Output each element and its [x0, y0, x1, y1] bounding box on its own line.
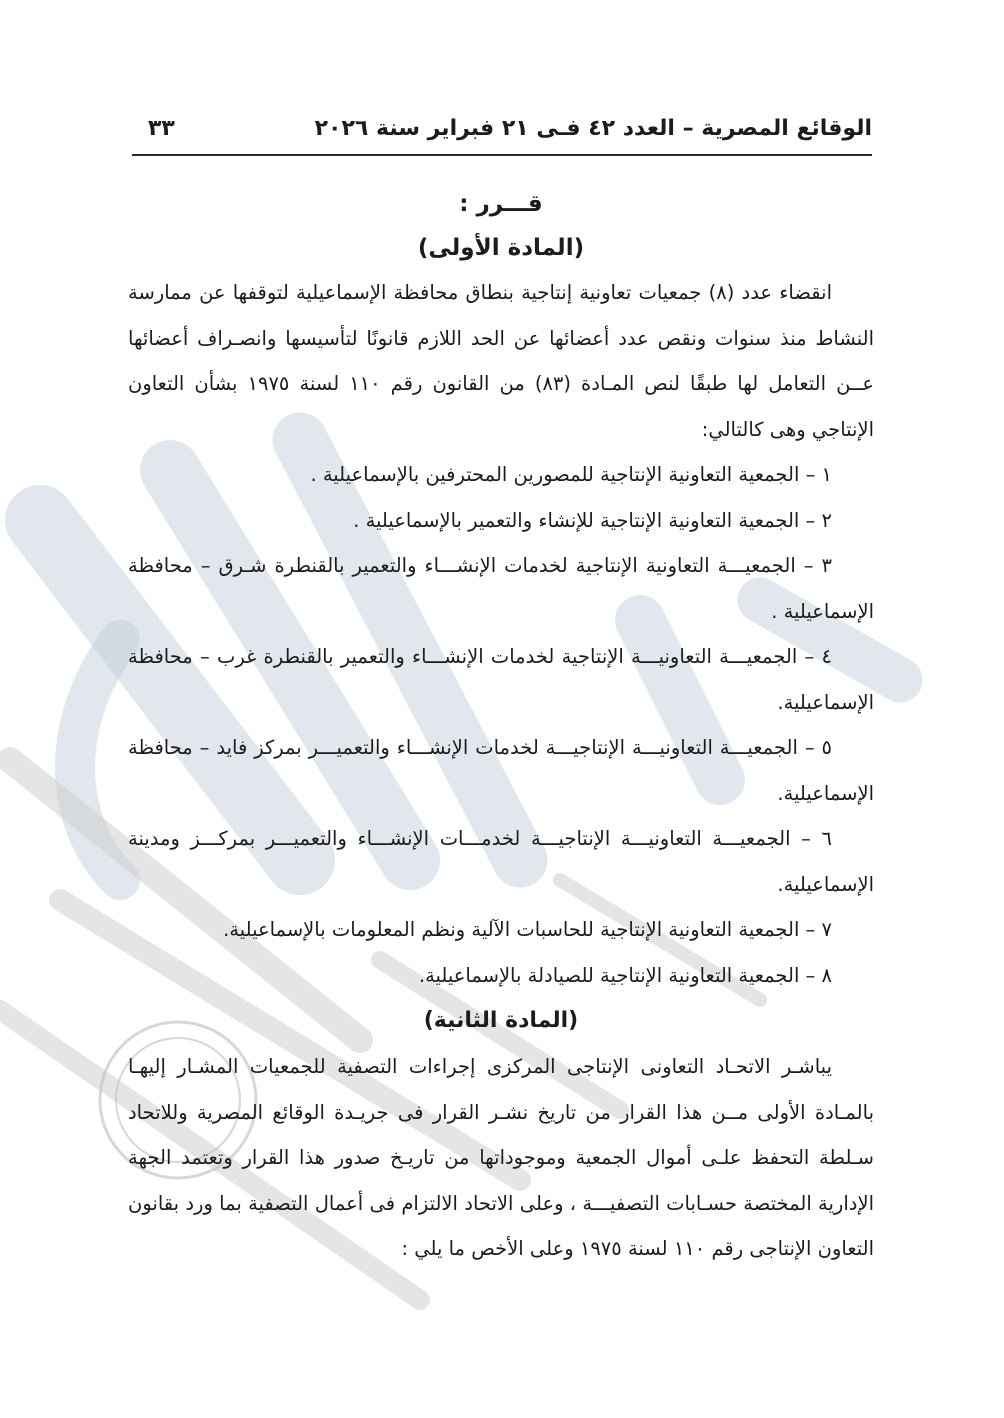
list-item: ١ – الجمعية التعاونية الإنتاجية للمصورين المحترفين بالإسماعيلية . — [310, 463, 832, 486]
list-item: ٢ – الجمعية التعاونية الإنتاجية للإنشاء والتعمير بالإسماعيلية . — [353, 508, 832, 532]
decision-title: قـــرر : — [459, 191, 543, 217]
article-one-heading: (المادة الأولى) — [417, 235, 585, 261]
document-body — [128, 182, 874, 1272]
list-item: ٦ – الجمعيـــة التعاونيـــة الإنتاجيـــة لخدمـــات الإنشـــاء والتعميـــر بمركـــز ومدينة الإسماعيلية. — [128, 827, 874, 896]
article-two-heading: (المادة الثانية) — [423, 1008, 579, 1033]
page-header — [132, 112, 872, 156]
list-item: ٣ – الجمعيـــة التعاونية الإنتاجية لخدمات الإنشـــاء والتعمير بالقنطرة شـرق – محافظة الإسماعيلية . — [128, 554, 874, 623]
header-title: الوقائع المصرية – العدد ٤٢ فـى ٢١ فبراير سنة ٢٠٢٦ — [314, 116, 872, 141]
article-two-paragraph: يباشـر الاتحـاد التعاونى الإنتاجى المركزى إجراءات التصفية للجمعيات المشـار إليهـا بالمـادة الأولى مــن هذا القرار من تاريخ نشـر القرار فى جريـدة الوقائع المصرية وللاتحاد سـلطة التحفظ علـى أموال الجمعية وموجوداتها من تاريـخ صدور هذا القرار وتعتمد الجهة الإدارية المختصة حسـابات التصفيـــة ، وعلى الاتحاد الالتزام فى أعمال التصفية بما ورد بقانون التعاون الإنتاجى رقم ١١٠ لسنة ١٩٧٥ وعلى الأخص ما يلي : — [128, 1055, 874, 1260]
page-number: ٣٣ — [148, 116, 175, 141]
list-item: ٤ – الجمعيـــة التعاونيـــة الإنتاجية لخدمات الإنشـــاء والتعمير بالقنطرة غرب – محافظة الإسماعيلية. — [128, 645, 874, 714]
list-item: ٥ – الجمعيـــة التعاونيـــة الإنتاجيـــة لخدمات الإنشـــاء والتعميـــر بمركز فايد – محافظة الإسماعيلية. — [128, 736, 874, 805]
list-item: ٧ – الجمعية التعاونية الإنتاجية للحاسبات الآلية ونظم المعلومات بالإسماعيلية. — [223, 918, 832, 941]
list-item: ٨ – الجمعية التعاونية الإنتاجية للصيادلة بالإسماعيلية. — [418, 963, 832, 987]
article-one-paragraph: انقضاء عدد (٨) جمعيات تعاونية إنتاجية بنطاق محافظة الإسماعيلية لتوقفها عن ممارسة النشاط منذ سنوات ونقص عدد أعضائها عن الحد اللازم قانونًا لتأسيسها وانصـراف أعضائها عــن التعامل لها طبقًا لنص المـادة (٨٣) من القانون رقم ١١٠ لسنة ١٩٧٥ بشأن التعاون الإنتاجي وهى كالتالي: — [128, 281, 874, 441]
